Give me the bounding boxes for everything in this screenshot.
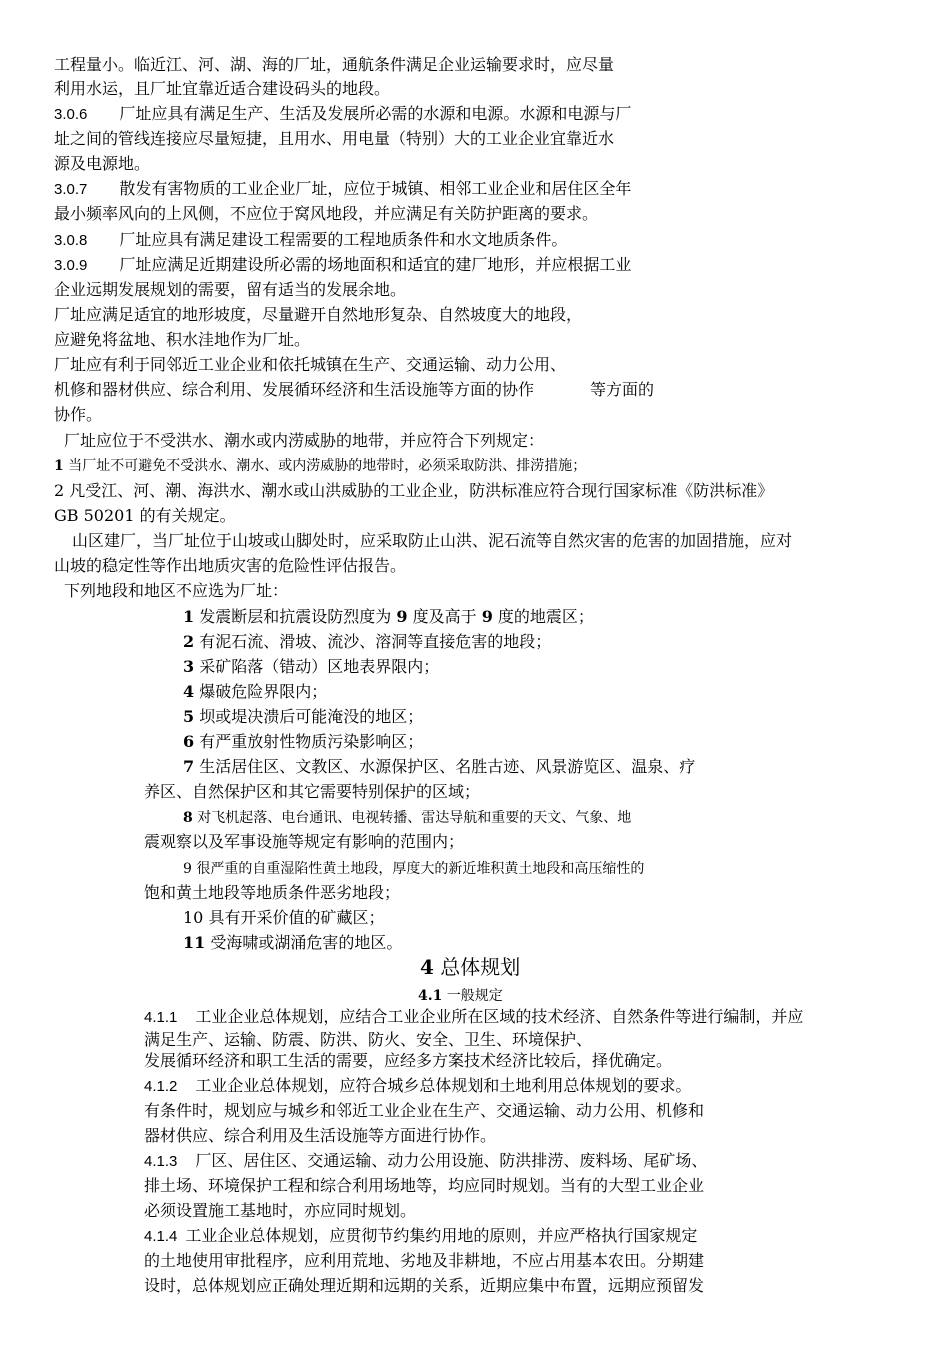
clause-4-1-1: [144, 1007, 803, 1028]
text-line: 器材供应、综合利用及生活设施等方面进行协作。: [144, 1126, 497, 1145]
item-number: 10: [183, 908, 204, 927]
item-value: 9: [481, 607, 493, 626]
item-text: 坝或堤决溃后可能淹没的地区；: [199, 707, 424, 726]
text-line: 厂址应具有满足建设工程需要的工程地质条件和水文地质条件。: [119, 230, 568, 249]
item-number: 2: [183, 632, 195, 651]
item-text: 具有开采价值的矿藏区；: [208, 908, 385, 927]
clause-3-0-9: [54, 255, 631, 276]
text-line: 厂址应位于不受洪水、潮水或内涝威胁的地带，并应符合下列规定：: [64, 431, 545, 450]
text-line: 最小频率风向的上风侧，不应位于窝风地段，并应满足有关防护距离的要求。: [54, 204, 599, 223]
text-line: 下列地段和地区不应选为厂址：: [64, 581, 289, 600]
text-line: 有条件时，规划应与城乡和邻近工业企业在生产、交通运输、动力公用、机修和: [144, 1101, 705, 1120]
item-text: 受海啸或湖涌危害的地区。: [210, 933, 403, 952]
section-number: 4.1: [418, 988, 443, 1004]
item-number: 1: [183, 607, 195, 626]
list-item: [183, 933, 402, 953]
item-text: 有严重放射性物质污染影响区；: [199, 732, 424, 751]
clause-4-1-2: [144, 1076, 691, 1097]
list-item: [183, 757, 695, 777]
item-text: 凡受江、河、潮、海洪水、潮水或山洪威胁的工业企业，防洪标准应符合现行国家标准《防洪标准》: [69, 481, 774, 500]
item-text: 度的地震区；: [497, 607, 594, 626]
item-number: 11: [183, 933, 206, 952]
item-text: 爆破危险界限内；: [199, 682, 328, 701]
text-line: 发展循环经济和职工生活的需要，应经多方案技术经济比较后，择优确定。: [144, 1051, 673, 1070]
text-line: 满足生产、运输、防震、防洪、防火、安全、卫生、环境保护、: [144, 1030, 593, 1049]
clause-3-0-6: [54, 104, 631, 125]
item-number: 2: [54, 481, 65, 500]
text-line: 排土场、环境保护工程和综合利用场地等，均应同时规划。当有的大型工业企业: [144, 1176, 705, 1195]
item-number: 3: [183, 657, 195, 676]
text-line: 山坡的稳定性等作出地质灾害的危险性评估报告。: [54, 556, 407, 575]
section-title: 一般规定: [446, 988, 503, 1004]
text-line: 协作。: [54, 405, 103, 424]
list-item: [183, 808, 631, 828]
text-line: 源及电源地。: [54, 154, 151, 173]
text-line: 厂址应有利于同邻近工业企业和依托城镇在生产、交通运输、动力公用、: [54, 355, 567, 374]
item-text: 度及高于: [412, 607, 477, 626]
clause-number: 3.0.8: [54, 232, 88, 249]
chapter-number: 4: [420, 955, 434, 979]
text-line: [54, 380, 654, 400]
text-line: GB 50201 的有关规定。: [54, 506, 236, 525]
clause-number: 4.1.4: [144, 1228, 178, 1245]
clause-number: 4.1.2: [144, 1078, 178, 1095]
clause-number: 3.0.6: [54, 106, 88, 123]
clause-number: 4.1.1: [144, 1009, 178, 1026]
list-item: [183, 908, 384, 928]
text-line: 利用水运，且厂址宜靠近适合建设码头的地段。: [54, 79, 391, 98]
text-line: 设时，总体规划应正确处理近期和远期的关系，近期应集中布置，远期应预留发: [144, 1276, 705, 1295]
clause-number: 3.0.7: [54, 181, 88, 198]
text-line: 厂址应具有满足生产、生活及发展所必需的水源和电源。水源和电源与厂: [119, 104, 632, 123]
text-line: 企业远期发展规划的需要，留有适当的发展余地。: [54, 280, 407, 299]
text-line: 工业企业总体规划，应结合工业企业所在区域的技术经济、自然条件等进行编制，并应: [195, 1007, 804, 1026]
chapter-heading: [420, 955, 520, 979]
item-number: 5: [183, 707, 195, 726]
text-line: 必须设置施工基地时，亦应同时规划。: [144, 1201, 417, 1220]
clause-number: 3.0.9: [54, 257, 88, 274]
item-value: 9: [396, 607, 408, 626]
item-text: 有泥石流、滑坡、流沙、溶洞等直接危害的地段；: [199, 632, 552, 651]
item-text: 生活居住区、文教区、水源保护区、名胜古迹、风景游览区、温泉、疗: [199, 757, 696, 776]
text-line: 养区、自然保护区和其它需要特别保护的区域；: [144, 782, 481, 801]
clause-3-0-7: [54, 179, 631, 200]
item-number: 7: [183, 757, 195, 776]
list-item: [54, 456, 586, 476]
item-text: 发震断层和抗震设防烈度为: [199, 607, 392, 626]
text-line: 工业企业总体规划，应贯彻节约集约用地的原则，并应严格执行国家规定: [185, 1226, 698, 1245]
item-number: 1: [54, 458, 64, 474]
item-number: 9: [183, 861, 192, 877]
list-item: [183, 707, 423, 727]
item-number: 8: [183, 810, 193, 826]
text-line: 应避免将盆地、积水洼地作为厂址。: [54, 330, 311, 349]
chapter-title: 总体规划: [440, 955, 521, 979]
clause-number: 4.1.3: [144, 1153, 178, 1170]
text-line: 工业企业总体规划，应符合城乡总体规划和土地利用总体规划的要求。: [195, 1076, 692, 1095]
text-line: 厂址应满足适宜的地形坡度，尽量避开自然地形复杂、自然坡度大的地段，: [54, 305, 583, 324]
list-item: [183, 657, 439, 677]
text-fragment: 等方面的: [590, 380, 655, 399]
text-line: 散发有害物质的工业企业厂址，应位于城镇、相邻工业企业和居住区全年: [119, 179, 632, 198]
text-line: 饱和黄土地段等地质条件恶劣地段；: [144, 883, 401, 902]
clause-3-0-8: [54, 230, 567, 251]
item-text: 采矿陷落（错动）区地表界限内；: [199, 657, 440, 676]
text-line: 的土地使用审批程序，应利用荒地、劣地及非耕地，不应占用基本农田。分期建: [144, 1251, 705, 1270]
item-text: 对飞机起落、电台通讯、电视转播、雷达导航和重要的天文、气象、地: [197, 810, 632, 826]
text-line: 工程量小。临近江、河、湖、海的厂址，通航条件满足企业运输要求时，应尽量: [54, 55, 615, 74]
list-item: [183, 859, 644, 879]
item-text: 很严重的自重湿陷性黄土地段，厚度大的新近堆积黄土地段和高压缩性的: [196, 861, 645, 877]
text-fragment: 机修和器材供应、综合利用、发展循环经济和生活设施等方面的协作: [54, 380, 535, 399]
text-line: 震观察以及军事设施等规定有影响的范围内；: [144, 832, 465, 851]
clause-4-1-4: [144, 1226, 697, 1247]
list-item: [183, 682, 327, 702]
list-item: [183, 607, 594, 627]
item-number: 4: [183, 682, 195, 701]
text-line: 厂区、居住区、交通运输、动力公用设施、防洪排涝、废料场、尾矿场、: [195, 1151, 708, 1170]
list-item: [183, 632, 551, 652]
text-line: 址之间的管线连接应尽量短捷，且用水、用电量（特别）大的工业企业宜靠近水: [54, 129, 615, 148]
list-item: [183, 732, 423, 752]
item-number: 6: [183, 732, 195, 751]
list-item: [54, 481, 773, 501]
text-line: 山区建厂，当厂址位于山坡或山脚处时，应采取防止山洪、泥石流等自然灾害的危害的加固措施，应对: [72, 531, 793, 550]
text-line: 厂址应满足近期建设所必需的场地面积和适宜的建厂地形，并应根据工业: [119, 255, 632, 274]
item-text: 当厂址不可避免不受洪水、潮水、或内涝威胁的地带时，必须采取防洪、排涝措施；: [68, 458, 587, 474]
section-heading: [418, 986, 503, 1006]
clause-4-1-3: [144, 1151, 707, 1172]
